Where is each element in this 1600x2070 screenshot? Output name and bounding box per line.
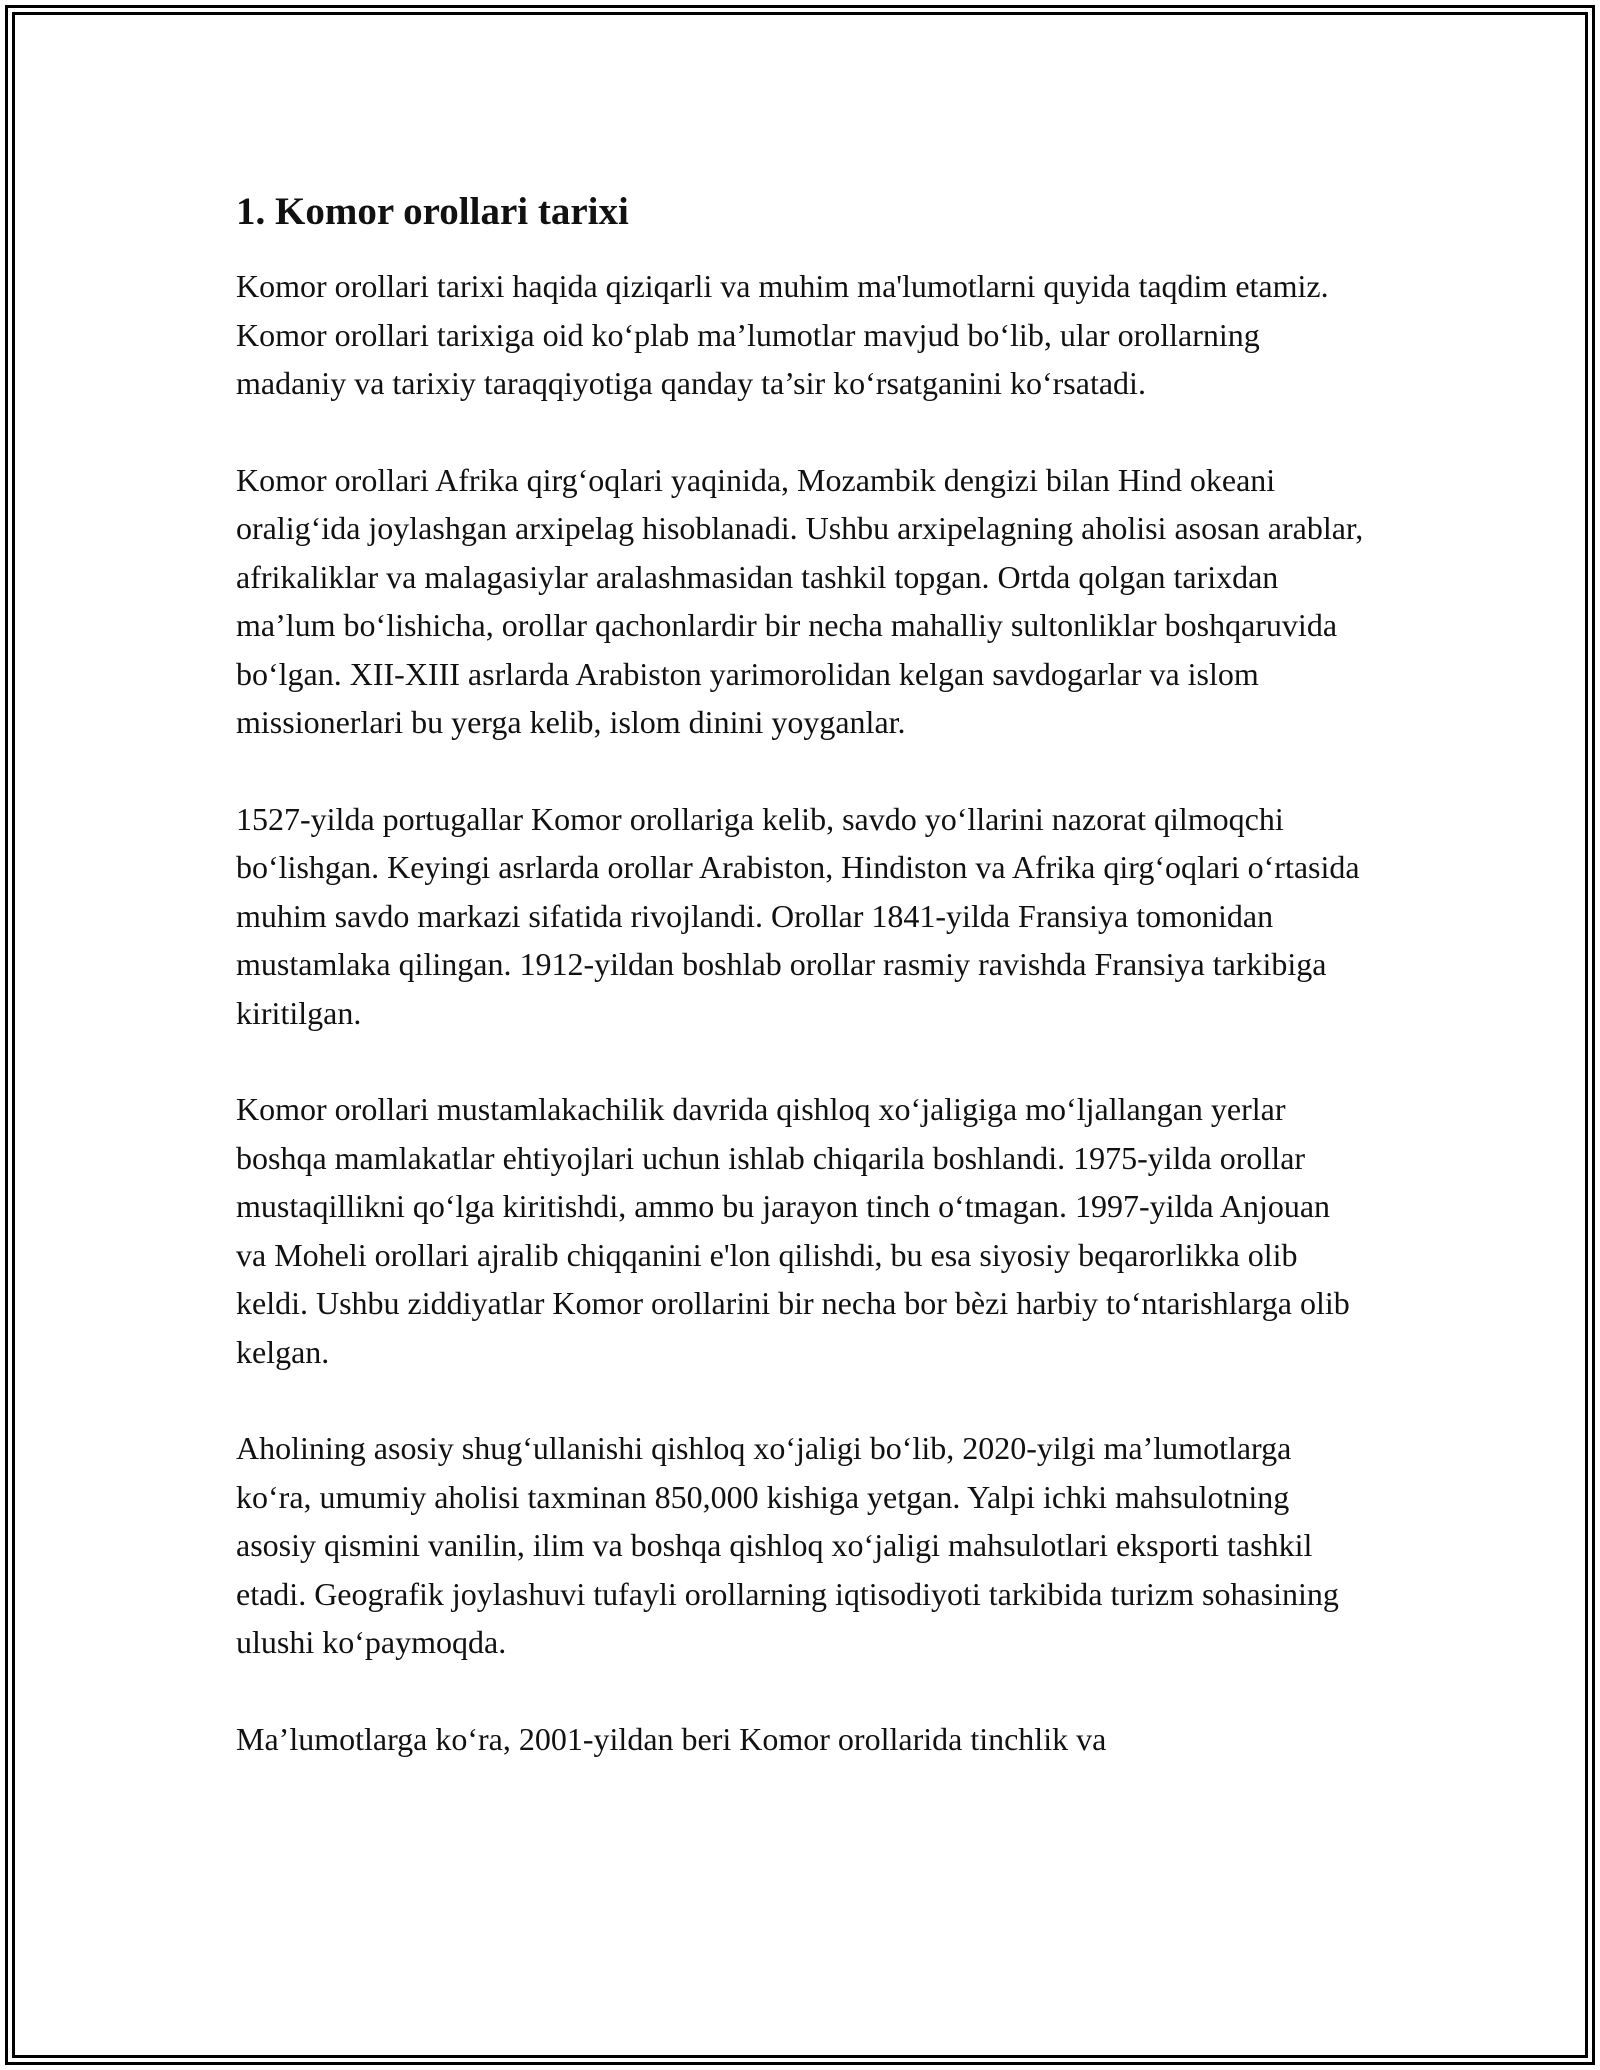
document-body [236, 186, 1366, 1811]
paragraph-intro: Komor orollari tarixi haqida qiziqarli va muhim ma'lumotlarni quyida taqdim etamiz. Komor orollari tarixiga oid ko‘plab ma’lumotlar mavjud bo‘lib, ular orollarning madaniy va tarixiy taraqqiyotiga qanday ta’sir ko‘rsatganini ko‘rsatadi. [236, 268, 1329, 401]
paragraph-colonial-history: 1527-yilda portugallar Komor orollariga kelib, savdo yo‘llarini nazorat qilmoqchi bo‘lishgan. Keyingi asrlarda orollar Arabiston, Hindiston va Afrika qirg‘oqlari o‘rtasida muhim savdo markazi sifatida rivojlandi. Orollar 1841-yilda Fransiya tomonidan mustamlaka qilingan. 1912-yildan boshlab orollar rasmiy ravishda Fransiya tarkibiga kiritilgan. [236, 800, 1360, 1031]
section-heading: 1. Komor orollari tarixi [236, 190, 629, 233]
paragraph-economy: Aholining asosiy shug‘ullanishi qishloq xo‘jaligi bo‘lib, 2020-yilgi ma’lumotlarga ko‘ra, umumiy aholisi taxminan 850,000 kishiga yetgan. Yalpi ichki mahsulotning asosiy qismini vanilin, ilim va boshqa qishloq xo‘jaligi mahsulotlari eksporti tashkil etadi. Geografik joylashuvi tufayli orollarning iqtisodiyoti tarkibida turizm sohasining ulushi ko‘paymoqda. [236, 1430, 1339, 1660]
paragraph-peace: Ma’lumotlarga ko‘ra, 2001-yildan beri Komor orollarida tinchlik va [236, 1720, 1107, 1757]
paragraph-geography: Komor orollari Afrika qirg‘oqlari yaqinida, Mozambik dengizi bilan Hind okeani oralig‘ida joylashgan arxipelag hisoblanadi. Ushbu arxipelagning aholisi asosan arablar, afrikaliklar va malagasiylar aralashmasidan tashkil topgan. Ortda qolgan tarixdan ma’lum bo‘lishicha, orollar qachonlardir bir necha mahalliy sultonliklar boshqaruvida bo‘lgan. XII-XIII asrlarda Arabiston yarimorolidan kelgan savdogarlar va islom missionerlari bu yerga kelib, islom dinini yoyganlar. [236, 461, 1364, 740]
paragraph-independence: Komor orollari mustamlakachilik davrida qishloq xo‘jaligiga mo‘ljallangan yerlar boshqa mamlakatlar ehtiyojlari uchun ishlab chiqarila boshlandi. 1975-yilda orollar mustaqillikni qo‘lga kiritishdi, ammo bu jarayon tinch o‘tmagan. 1997-yilda Anjouan va Moheli orollari ajralib chiqqanini e'lon qilishdi, bu esa siyosiy beqarorlikka olib keldi. Ushbu ziddiyatlar Komor orollarini bir necha bor bèzi harbiy to‘ntarishlarga olib kelgan. [236, 1091, 1350, 1370]
